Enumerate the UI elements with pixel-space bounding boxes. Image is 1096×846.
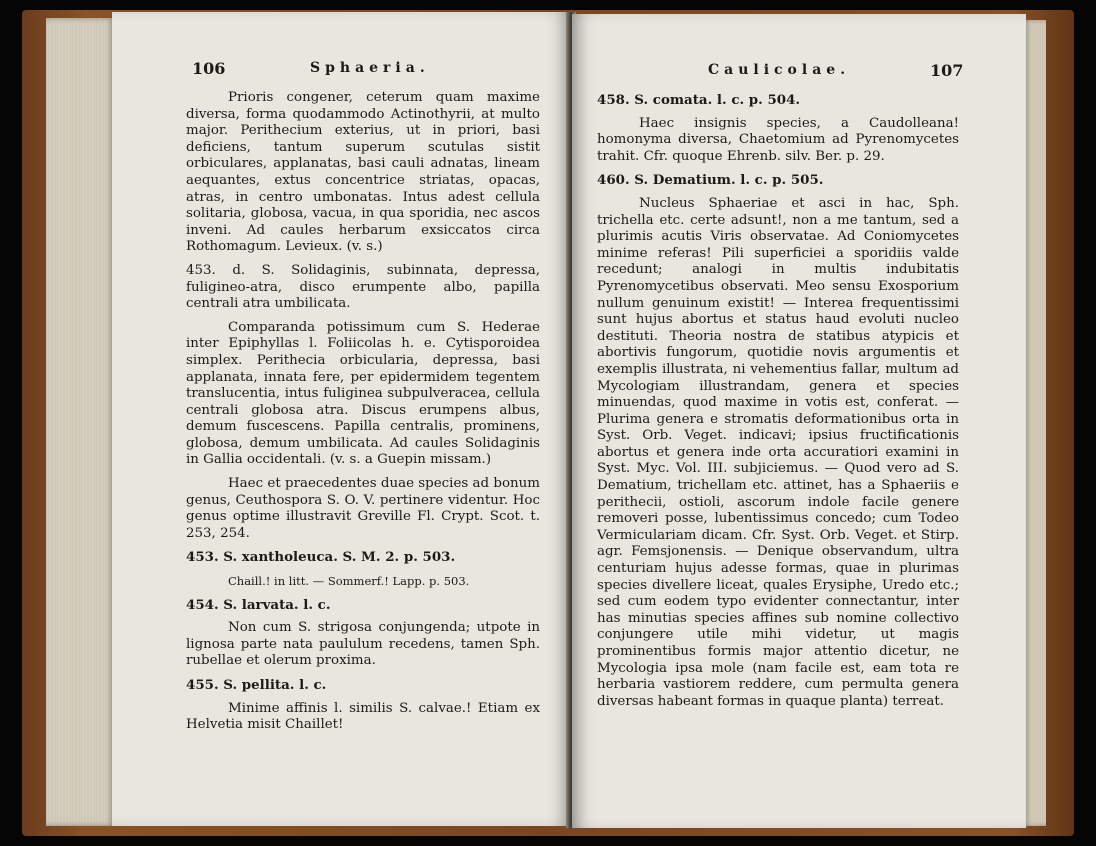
entry-heading: 454. S. larvata. l. c. xyxy=(186,596,331,613)
entry-heading: 453. d. S. Solidaginis, subinnata, depressa, fuligineo-atra, disco erumpente albo, papilla centrali atra umbilicata. xyxy=(186,262,540,312)
page-text xyxy=(186,90,540,741)
running-title: Caulicolae. xyxy=(708,62,851,78)
right-page xyxy=(572,14,1026,828)
left-page xyxy=(112,12,570,826)
paragraph: Prioris congener, ceterum quam maxime diversa, forma quodammodo Actinothyrii, at multo major. Perithecium exterius, ut in priori, basi deficiens, tantum superum scutulas sistit orbiculares, applanatas, basi cauli adnatas, lineam aequantes, extus concentrice striatas, opacas, atras, in centro umbonatas. Intus adest cellula solitaria, globosa, vacua, in qua sporidia, nec ascos inveni. Ad caules herbarum exsiccatos circa Rothomagum. Levieux. (v. s.) xyxy=(186,90,540,255)
entry-heading: 453. S. xantholeuca. S. M. 2. p. 503. xyxy=(186,549,456,566)
paragraph: Minime affinis l. similis S. calvae.! Etiam ex Helvetia misit Chaillet! xyxy=(186,700,540,733)
paragraph: Haec insignis species, a Caudolleana! homonyma diversa, Chaetomium ad Pyrenomycetes trahit. Cfr. quoque Ehrenb. silv. Ber. p. 29. xyxy=(597,115,959,164)
page-text xyxy=(597,92,959,717)
page-edges-right xyxy=(1024,20,1046,826)
page-number: 107 xyxy=(930,61,964,80)
entry-heading: 458. S. comata. l. c. p. 504. xyxy=(597,92,801,108)
page-number: 106 xyxy=(192,59,226,78)
paragraph: Haec et praecedentes duae species ad bonum genus, Ceuthospora S. O. V. pertinere videntur. Hoc genus optime illustravit Greville Fl. Crypt. Scot. t. 253, 254. xyxy=(186,476,540,541)
page-edges-left xyxy=(46,18,114,826)
entry-heading: 455. S. pellita. l. c. xyxy=(186,677,327,693)
citation: Chaill.! in litt. — Sommerf.! Lapp. p. 503. xyxy=(228,574,470,589)
paragraph: Non cum S. strigosa conjungenda; utpote in lignosa parte nata paululum recedens, tamen Sph. rubellae et olerum proxima. xyxy=(186,620,540,669)
paragraph: Nucleus Sphaeriae et asci in hac, Sph. trichella etc. certe adsunt!, non a me tantum, sed a plurimis acutis Viris observatae. Ad Coniomycetes minime referas! Pili superficiei a sporidiis valde recedunt; analogi in multis indubitatis Pyrenomycetibus observati. Meo sensu Exosporium nullum genuinum existit! — Interea frequentissimi sunt hujus abortus et status haud evoluti nucleo destituti. Theoria nostra de statibus atypicis et abortivis fungorum, quotidie novis argumentis et exemplis illustrata, ni vehementius fallar, multum ad Mycologiam illustrandam, genera et species minuendas, quod maxime in votis est, conferat. — Plurima genera e stromatis deformationibus orta in Syst. Orb. Veget. indicavi; ipsius fructificationis abortus et genera inde orta accuratiori examini in Syst. Myc. Vol. III. subjiciemus. — Quod vero ad S. Dematium, trichellam etc. attinet, has a Sphaeriis e perithecii, ostioli, ascorum indole facile genere removeri posse, lubentissimus concedo; cum Todeo Vermiculariam dicam. Cfr. Syst. Orb. Veget. et Stirp. agr. Femsjonensis. — Denique observandum, ultra centuriam hujus adesse formas, quae in plurimas species divellere liceat, quales Erysiphe, Uredo etc.; sed cum eodem typo evidenter connectantur, inter has minutias species affines sub nomine collectivo conjungere utile mihi videtur, ut magis prominentibus formis major attentio dicetur, ne Mycologia ipsa mole (nam facile est, eam tota re herbaria vastiorem reddere, cum permulta genera diversas habeant formas in quaque planta) terreat. xyxy=(597,195,959,709)
running-title: Sphaeria. xyxy=(310,60,430,76)
entry-heading: 460. S. Dematium. l. c. p. 505. xyxy=(597,172,824,189)
paragraph: Comparanda potissimum cum S. Hederae inter Epiphyllas l. Foliicolas h. e. Cytisporoidea simplex. Perithecia orbicularia, depressa, basi applanata, innata fere, per epidermidem tegentem translucentia, intus fuliginea subpulveracea, cellula centrali globosa atra. Discus erumpens albus, demum fuscescens. Papilla centralis, prominens, globosa, demum umbilicata. Ad caules Solidaginis in Gallia occidentali. (v. s. a Guepin missam.) xyxy=(186,319,540,468)
